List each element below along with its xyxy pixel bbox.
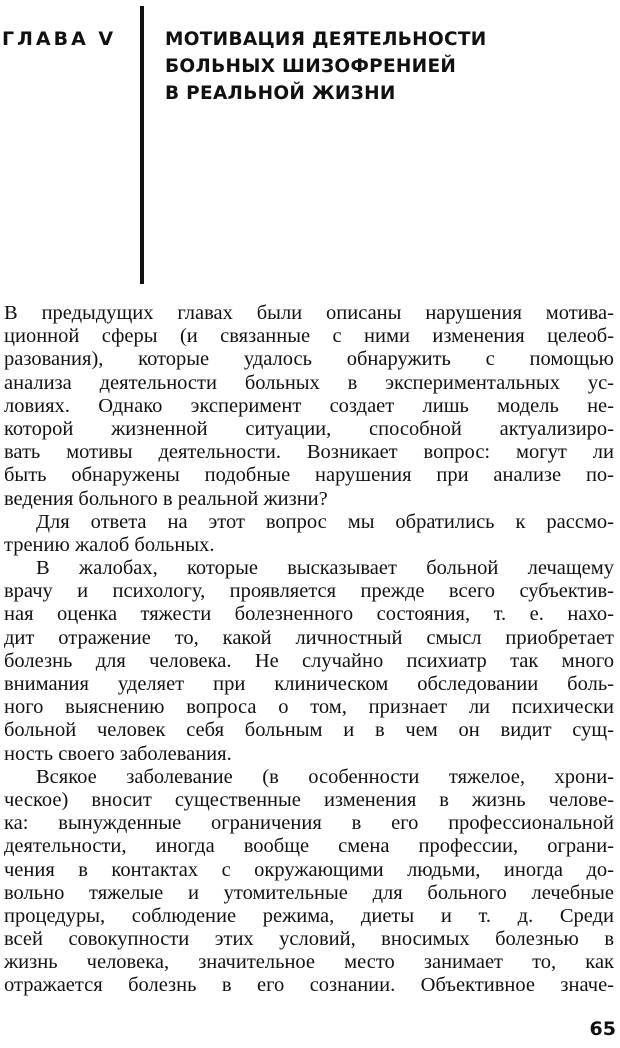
text-line: отражается болезнь в его сознании. Объективное значе- [4,974,614,997]
text-line: ка: вынужденные ограничения в его профессиональной [4,812,614,835]
text-line: ловиях. Однако эксперимент создает лишь модель не- [4,394,614,417]
text-line: врачу и психологу, проявляется прежде всего субъектив- [4,580,614,603]
text-line: ведения больного в реальной жизни? [4,487,328,510]
text-line: жизнь человека, значительное место занимает то, как [4,951,614,974]
text-line: вольно тяжелые и утомительные для больного лечебные [4,881,614,904]
text-line: Для ответа на этот вопрос мы обратились к рассмо- [36,510,614,533]
text-line: трению жалоб больных. [4,533,215,556]
text-line: В жалобах, которые высказывает больной лечащему [36,557,614,580]
text-line: ного выяснению вопроса о том, признает ли психически [4,696,614,719]
text-line: В предыдущих главах были описаны нарушения мотива- [4,302,614,324]
text-line: процедуры, соблюдение режима, диеты и т. д. Среди [4,904,614,927]
chapter-label: ГЛАВА V [2,28,117,50]
text-line: всей совокупности этих условий, вносимых болезнью в [4,928,614,951]
chapter-rule [140,6,144,284]
text-line: ная оценка тяжести болезненного состояния, т. е. нахо- [4,603,614,626]
text-line: Всякое заболевание (в особенности тяжелое, хрони- [36,765,614,788]
text-line: которой жизненной ситуации, способной актуализиро- [4,417,614,440]
chapter-title-line: МОТИВАЦИЯ ДЕЯТЕЛЬНОСТИ [165,29,487,50]
text-line: чения в контактах с окружающими людьми, иногда до- [4,858,614,881]
text-line: болезнь для человека. Не случайно психиатр так много [4,649,614,672]
text-line: больной человек себя больным и в чем он видит сущ- [4,719,614,742]
body-text [4,302,614,998]
chapter-title-line: В РЕАЛЬНОЙ ЖИЗНИ [165,83,396,104]
text-line: анализа деятельности больных в экспериментальных ус- [4,371,614,394]
text-line: быть обнаружены подобные нарушения при анализе по- [4,464,614,487]
text-line: ность своего заболевания. [4,742,232,765]
text-line: разования), которые удалось обнаружить с помощью [4,348,614,371]
chapter-title-line: БОЛЬНЫХ ШИЗОФРЕНИЕЙ [165,56,457,77]
page-number: 65 [589,1018,616,1040]
text-line: ческое) вносит существенные изменения в жизнь челове- [4,788,614,811]
text-line: дит отражение то, какой личностный смысл приобретает [4,626,614,649]
text-line: ционной сферы (и связанные с ними изменения целеоб- [4,325,614,348]
text-line: вать мотивы деятельности. Возникает вопрос: могут ли [4,441,614,464]
chapter-title [165,26,605,107]
text-line: внимания уделяет при клиническом обследовании боль- [4,673,614,695]
text-line: деятельности, иногда вообще смена профессии, ограни- [4,835,614,858]
